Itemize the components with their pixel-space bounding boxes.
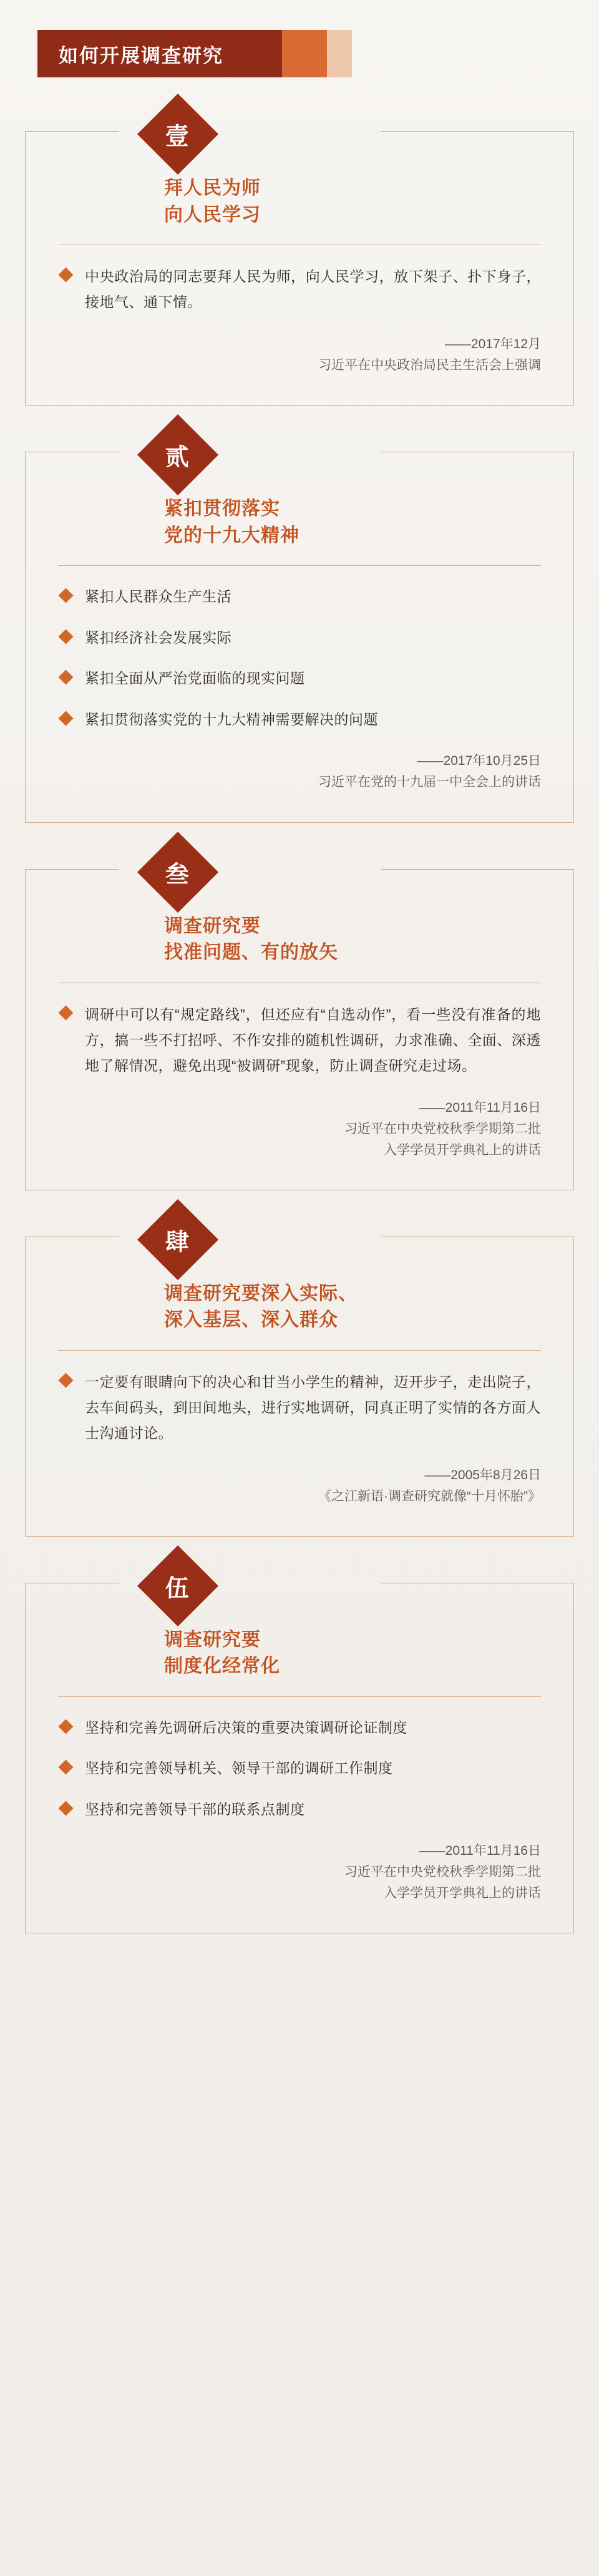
- section-card-2: [25, 444, 574, 822]
- header-banner: [37, 30, 387, 77]
- section-numeral-badge-2: [137, 414, 218, 495]
- list-item-text: 紧扣人民群众生产生活: [85, 588, 231, 605]
- source-line: 习近平在中央政治局民主生活会上强调: [318, 358, 541, 373]
- section-numeral-badge-4: [137, 1198, 218, 1280]
- section-title-line: 调查研究要深入实际、: [164, 1283, 358, 1304]
- section-numeral-badge-3: [137, 831, 218, 912]
- diamond-bullet-icon: [58, 1005, 73, 1020]
- section-title-line: 调查研究要: [164, 1629, 261, 1650]
- section-numeral-2: 贰: [165, 444, 190, 471]
- list-item-text: 坚持和完善领导干部的联系点制度: [85, 1801, 305, 1817]
- list-item-text: 紧扣贯彻落实党的十九大精神需要解决的问题: [85, 711, 378, 727]
- section-paragraph-3: [58, 1002, 541, 1079]
- diamond-bullet-icon: [58, 1373, 73, 1388]
- section-bullet-list-2: [58, 585, 541, 732]
- header-bar: [37, 30, 282, 77]
- list-item-text: 坚持和完善先调研后决策的重要决策调研论证制度: [85, 1719, 407, 1736]
- section-source-2: [58, 751, 541, 793]
- section-title-line: 深入基层、深入群众: [164, 1310, 338, 1331]
- section-title-line: 找准问题、有的放矢: [164, 942, 338, 963]
- section-divider: [58, 1350, 541, 1351]
- page-title: 如何开展调查研究: [59, 44, 223, 67]
- diamond-bullet-icon: [58, 711, 73, 726]
- section-title-line: 拜人民为师: [164, 178, 261, 198]
- section-title-line: 制度化经常化: [164, 1656, 280, 1677]
- section-source-5: [58, 1840, 541, 1904]
- paragraph-text: 调研中可以有“规定路线”，但还应有“自选动作”，看一些没有准备的地方，搞一些不打招呼、不作安排的随机性调研，力求准确、全面、深透地了解情况，避免出现“被调研”现象，防止调查研究走过场。: [85, 1006, 541, 1074]
- paragraph-text: 中央政治局的同志要拜人民为师，向人民学习，放下架子、扑下身子，接地气、通下情。: [85, 268, 541, 311]
- section-paragraph-1: [58, 264, 541, 315]
- section-heading-4: [164, 1281, 541, 1334]
- section-numeral-1: 壹: [165, 124, 190, 150]
- list-item-text: 紧扣全面从严治党面临的现实问题: [85, 670, 305, 687]
- source-line: 习近平在中央党校秋季学期第二批: [344, 1865, 541, 1880]
- source-line: 习近平在中央党校秋季学期第二批: [344, 1121, 541, 1136]
- section-card-5: [25, 1575, 574, 1934]
- source-line: 入学学员开学典礼上的讲话: [384, 1142, 541, 1157]
- section-numeral-4: 肆: [165, 1229, 190, 1256]
- section-heading-2: [164, 496, 541, 549]
- list-item: [58, 666, 541, 691]
- section-card-3: [25, 861, 574, 1190]
- list-item: [58, 707, 541, 732]
- section-heading-5: [164, 1627, 541, 1680]
- header-accent-block: [282, 30, 327, 77]
- section-paragraph-4: [58, 1369, 541, 1446]
- list-item-text: 坚持和完善领导机关、领导干部的调研工作制度: [85, 1760, 393, 1777]
- list-item: [58, 585, 541, 610]
- diamond-bullet-icon: [58, 268, 73, 283]
- section-title-line: 调查研究要: [164, 915, 261, 936]
- section-numeral-3: 叁: [165, 861, 190, 888]
- list-item: [58, 1716, 541, 1741]
- diamond-bullet-icon: [58, 670, 73, 685]
- section-bullet-list-5: [58, 1716, 541, 1822]
- section-divider: [58, 1696, 541, 1697]
- list-item: [58, 1797, 541, 1822]
- header-accent-block-light: [327, 30, 352, 77]
- section-title-line: 党的十九大精神: [164, 525, 300, 546]
- diamond-bullet-icon: [58, 1760, 73, 1775]
- section-title-line: 紧扣贯彻落实: [164, 498, 280, 520]
- diamond-bullet-icon: [58, 1719, 73, 1734]
- section-source-3: [58, 1097, 541, 1161]
- diamond-bullet-icon: [58, 629, 73, 644]
- section-title-line: 向人民学习: [164, 204, 261, 225]
- list-item: [58, 626, 541, 651]
- section-source-1: [58, 334, 541, 376]
- source-line: ——2011年11月16日: [419, 1844, 541, 1859]
- paragraph-text: 一定要有眼睛向下的决心和甘当小学生的精神，迈开步子，走出院子，去车间码头，到田间地头，进行实地调研，同真正明了实情的各方面人士沟通讨论。: [85, 1373, 541, 1441]
- diamond-bullet-icon: [58, 1801, 73, 1815]
- section-card-1: [25, 124, 574, 406]
- source-line: 《之江新语·调查研究就像“十月怀胎”》: [318, 1489, 541, 1504]
- section-heading-3: [164, 913, 541, 966]
- section-heading-1: [164, 175, 541, 228]
- section-divider: [58, 565, 541, 566]
- list-item: [58, 1756, 541, 1781]
- section-card-4: [25, 1229, 574, 1537]
- section-numeral-badge-1: [137, 94, 218, 175]
- source-line: 入学学员开学典礼上的讲话: [384, 1886, 541, 1901]
- source-line: ——2011年11月16日: [419, 1100, 541, 1115]
- section-numeral-badge-5: [137, 1545, 218, 1626]
- list-item-text: 紧扣经济社会发展实际: [85, 629, 231, 646]
- source-line: 习近平在党的十九届一中全会上的讲话: [318, 775, 541, 790]
- diamond-bullet-icon: [58, 588, 73, 603]
- source-line: ——2017年12月: [444, 337, 541, 352]
- section-numeral-5: 伍: [165, 1575, 190, 1602]
- source-line: ——2005年8月26日: [424, 1467, 541, 1482]
- section-source-4: [58, 1465, 541, 1507]
- source-line: ——2017年10月25日: [417, 754, 541, 769]
